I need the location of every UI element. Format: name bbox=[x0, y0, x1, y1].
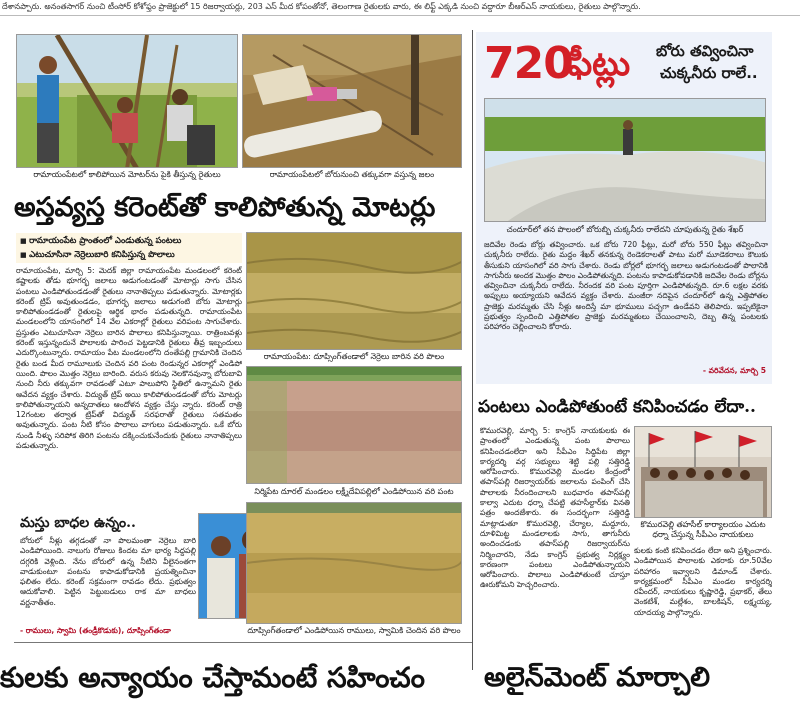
right-story2-body-right: కులకు కంటి కనిపించడం లేదా అని ప్రశ్నించారు. ఎండిపోయిన పొలాలకు ఎకరాకు రూ.50వేల పరిహారం ఇవ్వాలని డిమాండ్ చేశారు. కార్యక్రమంలో సీపీఎం మండల కార్యదర్శి రవీందర్, నాయకులు కృష్ణారెడ్డి, ప్రభాకర్, తేలు వెంకటేశ్, మల్లేశం, బాలకిషన్, లక్ష్మయ్య, యాదయ్య పాల్గొన్నారు. bbox=[634, 546, 772, 617]
bullet-item: ■ రామాయంపేట ప్రాంతంలో ఎండుతున్న పంటలు bbox=[20, 234, 238, 248]
bottom-banner-right: అలైన్‌మెంట్ మార్చాలి bbox=[484, 662, 711, 693]
photo1-caption: రామాయంపేటలో కాలిపోయిన మోటర్‌ను పైకి తీస్తున్న రైతులు bbox=[33, 170, 221, 179]
right-photo-caption: చందూర్‌లో తన పొలంలో బోరుబ్బి చుక్కనీరు రాలేదని చూపుతున్న రైతు శేఖర్ bbox=[506, 225, 744, 234]
right-story2-body-left: కొమురవెల్లి, మార్చి 5: కాంగ్రెస్ నాయకులకు ఈ ప్రాంతంలో ఎండుతున్న పంట పొలాలు కనిపించడంలేదా అని సీపీఎం సిద్దిపేట జిల్లా కార్యదర్శి వర్గ సభ్యులు శెట్టి పల్లి సత్తిరెడ్డి ఆరోపించారు. కొమురవెల్లి మండల కేంద్రంలో తపాస్‌పల్లి రిజర్వాయర్‌కు జలాలను పంపింగ్ చేసి పొలాలకు నీరందించాలని బుధవారం తపాస్‌పల్లి కాల్వా ఎదుట ధర్నా చేపట్టి తహసీల్దార్‌కు వినతి పత్రం అందజేశారు. ఈ సందర్భంగా సత్తిరెడ్డి మాట్లాడుతూ కొమురవెల్లి, చేర్యాల, మద్దూరు, దూళిమిట్ట మండలాలకు సాగు, తాగునీరు అందించడంకు తపాస్‌పల్లి రిజర్వాయర్‌ను నిర్మించారని, నేడు కాంగ్రెస్ ప్రభుత్వ నిర్లక్ష్యం కారణంగా పంటలు ఎండిపోతున్నాయని ఆరోపించారు. పొలాలు ఎండిపోతుంటే చూస్తూ ఊరుకోమని హెచ్చరించారు. bbox=[480, 426, 630, 590]
bullet-item: ■ ఎటుచూసినా నెర్రెలుబారి కనిపిస్తున్న పొలాలు bbox=[20, 248, 238, 262]
right-body-text: జదివేల రెండు బోర్లు తవ్వించారు. ఒక బోరు 720 ఫీట్లు, మరో బోరు 550 ఫీట్లు తవ్వించినా చుక్కనీరు రాలేదు. రైతు మద్దం శేఖర్ తనకున్న రెండెకరాలతో పాటు మరో మూడెకరాలు కౌలుకు తీసుకుని యాసంగిలో వరి సాగు చేశారు. రెండు బోర్లలో భూగర్భ జలాలు అడుగంటడంతో పొలానికి సాగునీరు అందక మొత్తం పొలం ఎండిపోతున్నది. పంటను కాపాడుకోవడానికి జదివేల రెండు బోర్లను తవ్వించినా చుక్కనీరు రాలేదు. నీరందక వరి పంట పూర్తిగా ఎండిపోతున్నది. రూ.6 లక్షల వరకు అప్పులు అయ్యాయని ఆవేదన వ్యక్తం చేశారు. మంజీరా నదిపైన చందూర్‌లో ఉన్న ఎత్తిపోతల ప్రాజెక్టు మరమ్మతు చేసి నీళ్లు అందిస్తే మా భూములు పచ్చగా ఉండేవని తెలిపారు. ఇప్పటికైనా ప్రభుత్వం స్పందించి ఎత్తిపోతల ప్రాజెక్టు మరమ్మతులు చేయించాలని, దెబ్బ తిన్న పంటలకు పరిహారం చెల్లించాలని కోరారు. bbox=[484, 240, 768, 332]
bottom-photo-caption: దూప్సింగ్‌తండాలో ఎండిపోయిన రాములు, స్వామికి చెందిన వరి పొలం bbox=[247, 626, 461, 635]
left-bottom-rule bbox=[14, 642, 472, 643]
photo2-caption: రామాయంపేటలో బోరునుంచి తక్కువగా వస్తున్న జలం bbox=[269, 170, 435, 179]
big-number: 720 bbox=[484, 38, 573, 89]
headline-line2: చుక్కనీరు రాలే.. bbox=[660, 64, 758, 82]
photo-dry-paddy-3 bbox=[246, 502, 462, 624]
rally-photo-caption: కొమురవెల్లి తహసీల్ కార్యాలయం ఎదుట ధర్నా చేస్తున్న సీపీఎం నాయకులు bbox=[640, 520, 766, 539]
bottom-banner-left: కులకు అన్యాయం చేస్తామంటే సహించం bbox=[0, 661, 425, 694]
bullet-box bbox=[16, 233, 242, 263]
sub-headline: మస్తు బాధల ఉన్నం.. bbox=[20, 515, 136, 531]
big-word: ఫీట్లు bbox=[568, 44, 631, 84]
mid-photo1-caption: రామాయంపేట: దూప్సింగ్‌తండాలో నెర్రెలు బారిన వరి పొలం bbox=[263, 352, 445, 361]
right-credit bbox=[636, 366, 772, 376]
photo-dry-paddy-2 bbox=[246, 366, 462, 484]
headline-line1: బోరు తవ్వించినా bbox=[656, 42, 754, 60]
photo-motor-lifting bbox=[16, 34, 238, 168]
right-credit-text: - వరివేదన, మార్చి 5 bbox=[702, 366, 766, 375]
mid-photo2-caption: నిర్మిపేట దూరల్ మండలం లక్ష్మీదేవిపల్లిలో ఎండిపోయిన వరి పంట bbox=[254, 487, 454, 496]
top-strip-text: దేశానప్పారు. అనంతసాగర్ నుంచి టీంసోర్ కోశోఫ్తం ప్రాజెక్టులో 15 రిజర్వాయర్లు, 203 ఎస్ మీద కోపంతోనో, తెలంగాణ రైతులకు వారు, ఈ లిఫ్ట్ ఎక్కడి నుంచి వద్దారూ బీఆర్ఎస్ నాయకులు, రైతులు పాల్గొన్నారు. bbox=[0, 0, 800, 16]
left-headline: అస్తవ్యస్త కరెంట్‌తో కాలిపోతున్న మోటర్లు bbox=[14, 192, 436, 223]
sub-body-text: బోరులో నీళ్లు తగ్గడంతో నా పొలమంతా నెర్రెలు బారి ఎండిపోయింది. నాలుగు రోజులు కిందట మా భార్య సిద్దపల్లి దగ్గరికి వెళ్లింది. నేను బోరులో ఉన్న నీటిని వీలైనంతగా వాడుకుంటూ పంటను కాపాడుకోడానికి ప్రయత్నించినా ఫలితం లేదు. కరెంట్ సక్రమంగా రావడం లేదు. ప్రభుత్వం ఆదుకోవాలి. పెట్టిన పెట్టుబడులు రాక మా బాధలు వర్ణనాతీతం. bbox=[20, 536, 196, 607]
photo-farmer-in-field bbox=[484, 98, 766, 222]
sub-credit-text: - రాములు, స్వామి (తండ్రీకొడుకు), దూప్సింగ్‌తండా bbox=[20, 626, 171, 635]
photo-protest-rally bbox=[634, 426, 772, 518]
left-body-text: రామాయంపేట, మార్చి 5: మెదక్ జిల్లా రామాయంపేట మండలంలో కరెంట్ కష్టాలకు తోడు భూగర్భ జలాలు అడుగంటడంతో మోటార్లు సాగు చేసిన పంటలు ఎండిపోతుండడంతో రైతులు నానాతిప్పలు పడుతున్నారు. మోటార్లకు కరెంట్ ట్రిప్ అవుతుండడం, భూగర్భ జలాలు అడుగంటి బోరు మోటార్లు కాలిపోతుండడంతో రైతులపై ఆర్థిక భారం పడుతున్నది. రామాయంపేట మండలంలోని యాసంగిలో 14 వేల ఎకరాల్లో రైతులు వరిపంట సాగుచేశారు. ప్రస్తుతం ఎటుచూసినా నెర్రెలు బారిన పొలాలు కనిపిస్తున్నాయి. రాత్రింబవళ్లు కరెంట్ ఇస్తున్నందునే పొలాలకు పారించ పెట్టడానికి రైతులు తీవ్ర ఇబ్బందులు ఎదుర్కొంటున్నారు. రామాయం పేట మండలంలోని దంతేపల్లి గ్రామానికి చెందిన రైతు బండ మీద రామూలుకు చెందిన వరి పంట రెండున్నర ఎకరాల్లో ఎండిపో యింది. పొలం మొత్తం నెర్రెలు బారింది. వరుస కరువు నెలకొనవున్నా బోరుబావి నుంచి నీరు తక్కువగా రావడంతో ఎటూ పాలుపోని స్థితిలో ఉన్నామని రైతు ఆవేదన వ్యక్తం చేశారు. విద్యుత్ ట్రిప్ అయి కాలిపోతుండడంతో బోరు మోటర్లు కాలిపోతున్నాయని అన్నదాతలు ఆందోళన వ్యక్తం చేస్తు న్నారు. కరెంట్ రాత్రి 12గంటల తర్వాత ట్రిప్‌తో విద్యుత్ సరఫరాతో రైతులు సతమతం అవుతున్నారు. పంట నీటి కోసం పొలాలు వాగులు పడుతున్నారు. ఒకే బోరు నుండి నీళ్ళు సరిపోక తిరిగి పంటను దక్కించుకునేందుకు రైతులు నానాతిప్పలు పడుతున్నారు. bbox=[16, 266, 242, 451]
right-story2-headline: పంటలు ఎండిపోతుంటే కనిపించడం లేదా.. bbox=[478, 397, 756, 417]
sub-credit bbox=[20, 626, 246, 636]
column-divider bbox=[472, 30, 473, 670]
photo-bore-pipe bbox=[242, 34, 462, 168]
photo-dry-paddy-1 bbox=[246, 232, 462, 350]
